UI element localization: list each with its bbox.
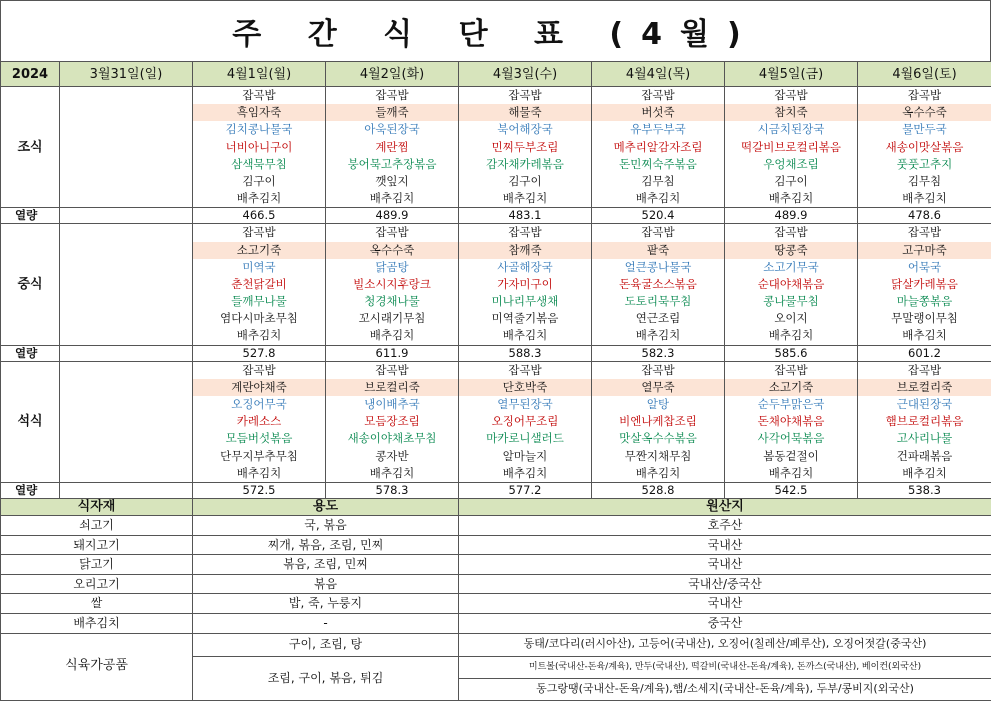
extra-dish-item: 미역줄기볶음	[491, 311, 559, 326]
ingredient-row	[1, 555, 991, 575]
soup-item: 물만두국	[902, 122, 947, 137]
meal-label: 조식	[1, 87, 60, 208]
main-dish-item: 춘천닭갈비	[231, 276, 287, 291]
calorie-value: 489.9	[326, 208, 459, 224]
ingredient-origin: 국내산	[459, 594, 991, 614]
year-cell: 2024	[1, 62, 60, 87]
kimchi-item: 배추김치	[902, 191, 947, 206]
menu-table	[0, 61, 991, 499]
ingredient-header: 식자재	[1, 498, 193, 515]
kimchi-item: 배추김치	[369, 465, 415, 480]
dinner-row	[1, 361, 991, 482]
soup-item: 근대된장국	[896, 397, 953, 411]
main-dish-item: 순대야채볶음	[757, 276, 825, 291]
calorie-value: 527.8	[193, 345, 326, 361]
menu-cell	[193, 87, 326, 208]
menu-cell	[326, 224, 459, 345]
menu-cell	[592, 224, 725, 345]
ingredient-header-row	[1, 498, 991, 515]
soup-item: 열무된장국	[497, 397, 553, 411]
extra-dish-item: 연근조림	[635, 311, 681, 326]
ingredient-use: 찌개, 볶음, 조림, 민찌	[193, 535, 459, 555]
porridge-item: 계란야채죽	[193, 379, 325, 396]
calorie-row	[1, 208, 991, 224]
empty-day-cell	[60, 208, 193, 224]
ingredient-origin: 호주산	[459, 515, 991, 535]
kimchi-item: 배추김치	[502, 328, 548, 343]
main-dish-item: 가자미구이	[497, 276, 553, 291]
ingredient-origin: 국내산	[459, 535, 991, 555]
empty-day-cell	[60, 361, 193, 482]
soup-item: 북어해장국	[497, 122, 553, 137]
side-dish-item: 돈민찌숙주볶음	[619, 156, 697, 171]
rice-item: 잡곡밥	[242, 362, 276, 377]
processed-origin: 동태/코다리(러시아산), 고등어(국내산), 오징어(칠레산/페루산), 오징어젓갈(중국산)	[459, 633, 991, 656]
side-dish-item: 콩나물무침	[763, 294, 819, 309]
kimchi-item: 배추김치	[502, 191, 548, 206]
calorie-value: 489.9	[725, 208, 858, 224]
ingredient-origin-table	[0, 498, 991, 701]
rice-item: 잡곡밥	[242, 225, 276, 240]
extra-dish-item: 건파래볶음	[896, 448, 953, 463]
soup-item: 소고기무국	[763, 259, 819, 274]
rice-item: 잡곡밥	[774, 362, 808, 377]
ingredient-origin: 중국산	[459, 613, 991, 633]
menu-cell	[326, 361, 459, 482]
day-header: 4월1일(월)	[193, 62, 326, 87]
rice-item: 잡곡밥	[907, 362, 942, 377]
kimchi-item: 배추김치	[768, 328, 814, 343]
porridge-item: 들깨죽	[326, 104, 458, 121]
side-dish-item: 새송이야채초무침	[347, 431, 437, 446]
menu-cell	[858, 224, 991, 345]
rice-item: 잡곡밥	[907, 225, 942, 240]
day-header: 4월3일(수)	[459, 62, 592, 87]
calorie-value: 585.6	[725, 345, 858, 361]
kimchi-item: 배추김치	[369, 328, 415, 343]
rice-item: 잡곡밥	[242, 88, 276, 102]
processed-origin: 동그랑땡(국내산-돈육/계육),햄/소세지(국내산-돈육/계육), 두부/콩비지(외국산)	[459, 678, 991, 700]
kimchi-item: 배추김치	[635, 465, 681, 480]
extra-dish-item: 김무침	[907, 173, 942, 188]
ingredient-use: 볶음	[193, 574, 459, 594]
porridge-item: 브로컬리죽	[858, 379, 991, 396]
porridge-item: 참치죽	[725, 104, 857, 121]
main-dish-item: 비엔나케찹조림	[619, 414, 697, 429]
rice-item: 잡곡밥	[641, 88, 675, 102]
ingredient-row	[1, 574, 991, 594]
rice-item: 잡곡밥	[641, 362, 675, 377]
main-dish-item: 너비아니구이	[225, 139, 293, 154]
day-header: 4월6일(토)	[858, 62, 991, 87]
extra-dish-item: 무짠지채무침	[624, 448, 692, 463]
calorie-value: 601.2	[858, 345, 991, 361]
kimchi-item: 배추김치	[369, 191, 415, 206]
extra-dish-item: 꼬시래기무침	[358, 311, 426, 326]
porridge-item: 소고기죽	[193, 242, 325, 259]
calorie-value: 572.5	[193, 482, 326, 498]
ingredient-use: 국, 볶음	[193, 515, 459, 535]
extra-dish-item: 김구이	[508, 173, 542, 188]
main-dish-item: 민찌두부조림	[491, 139, 559, 154]
porridge-item: 해물죽	[459, 104, 591, 121]
menu-cell	[193, 224, 326, 345]
lunch-row	[1, 224, 991, 345]
extra-dish-item: 김무침	[641, 173, 675, 188]
ingredient-row	[1, 535, 991, 555]
empty-day-cell	[60, 224, 193, 345]
soup-item: 순두부맑은국	[757, 397, 825, 411]
ingredient-name: 닭고기	[1, 555, 193, 575]
soup-item: 시금치된장국	[757, 122, 825, 137]
ingredient-name: 쇠고기	[1, 515, 193, 535]
side-dish-item: 붕어묵고추장볶음	[347, 156, 437, 171]
porridge-item: 참깨죽	[459, 242, 591, 259]
menu-cell	[459, 361, 592, 482]
side-dish-item: 들깨무나물	[231, 294, 287, 309]
main-dish-item: 닭살카레볶음	[891, 276, 958, 291]
rice-item: 잡곡밥	[508, 225, 542, 240]
ingredient-origin: 국내산/중국산	[459, 574, 991, 594]
calorie-value: 611.9	[326, 345, 459, 361]
ingredient-row	[1, 594, 991, 614]
side-dish-item: 미나리무생채	[491, 294, 559, 309]
main-dish-item: 돈육굴소스볶음	[619, 276, 697, 291]
breakfast-row	[1, 87, 991, 208]
side-dish-item: 도토리묵무침	[624, 294, 692, 309]
calorie-value: 483.1	[459, 208, 592, 224]
day-header: 4월2일(화)	[326, 62, 459, 87]
empty-day-cell	[60, 87, 193, 208]
menu-cell	[459, 87, 592, 208]
ingredient-name: 오리고기	[1, 574, 193, 594]
calorie-value: 528.8	[592, 482, 725, 498]
kimchi-item: 배추김치	[902, 328, 947, 343]
kimchi-item: 배추김치	[236, 328, 282, 343]
soup-item: 사골해장국	[497, 259, 553, 274]
day-header-row	[1, 62, 991, 87]
soup-item: 냉이배추국	[364, 397, 420, 411]
kimchi-item: 배추김치	[502, 465, 548, 480]
processed-row	[1, 633, 991, 656]
side-dish-item: 삼색묵무침	[231, 156, 287, 171]
calorie-value: 478.6	[858, 208, 991, 224]
main-dish-item: 햄브로컬리볶음	[885, 414, 964, 429]
day-header: 4월4일(목)	[592, 62, 725, 87]
menu-cell	[725, 361, 858, 482]
side-dish-item: 마늘쫑볶음	[896, 294, 953, 309]
side-dish-item: 마카로니샐러드	[486, 431, 564, 446]
rice-item: 잡곡밥	[774, 88, 808, 102]
ingredient-name: 배추김치	[1, 613, 193, 633]
rice-item: 잡곡밥	[375, 88, 409, 102]
kimchi-item: 배추김치	[902, 465, 947, 480]
processed-origin: 미트볼(국내산-돈육/계육), 만두(국내산), 떡갈비(국내산-돈육/계육), 돈까스(국내산), 베이컨(외국산)	[459, 656, 991, 678]
calorie-row	[1, 482, 991, 498]
side-dish-item: 모듬버섯볶음	[225, 431, 293, 446]
soup-item: 어묵국	[907, 259, 942, 274]
rice-item: 잡곡밥	[774, 225, 808, 240]
side-dish-item: 맛살옥수수볶음	[619, 431, 697, 446]
use-header: 용도	[193, 498, 459, 515]
extra-dish-item: 오이지	[774, 311, 808, 326]
empty-day-cell	[60, 482, 193, 498]
rice-item: 잡곡밥	[641, 225, 675, 240]
rice-item: 잡곡밥	[375, 362, 409, 377]
calorie-row	[1, 345, 991, 361]
soup-item: 알탕	[646, 397, 670, 411]
porridge-item: 팥죽	[592, 242, 724, 259]
porridge-item: 버섯죽	[592, 104, 724, 121]
rice-item: 잡곡밥	[508, 88, 542, 102]
kimchi-item: 배추김치	[768, 191, 814, 206]
ingredient-name: 쌀	[1, 594, 193, 614]
side-dish-item: 풋풋고추지	[896, 156, 953, 171]
extra-dish-item: 단무지부추무침	[220, 448, 298, 463]
empty-day-cell	[60, 345, 193, 361]
menu-cell	[592, 87, 725, 208]
menu-cell	[725, 224, 858, 345]
kimchi-item: 배추김치	[635, 328, 681, 343]
ingredient-use: 밥, 죽, 누룽지	[193, 594, 459, 614]
origin-header: 원산지	[459, 498, 991, 515]
main-dish-item: 오징어무조림	[491, 414, 559, 429]
porridge-item: 브로컬리죽	[326, 379, 458, 396]
calorie-value: 466.5	[193, 208, 326, 224]
extra-dish-item: 콩자반	[375, 448, 409, 463]
porridge-item: 땅콩죽	[725, 242, 857, 259]
calorie-label: 열량	[1, 482, 60, 498]
calorie-label: 열량	[1, 345, 60, 361]
ingredient-origin: 국내산	[459, 555, 991, 575]
calorie-value: 578.3	[326, 482, 459, 498]
ingredient-row	[1, 515, 991, 535]
extra-dish-item: 알마늘지	[502, 448, 548, 463]
porridge-item: 옥수수죽	[858, 104, 991, 121]
menu-cell	[193, 361, 326, 482]
extra-dish-item: 깻잎지	[375, 173, 409, 188]
main-dish-item: 떡갈비브로컬리볶음	[741, 139, 841, 154]
side-dish-item: 사각어묵볶음	[757, 431, 825, 446]
soup-item: 유부두부국	[630, 122, 686, 137]
ingredient-name: 돼지고기	[1, 535, 193, 555]
kimchi-item: 배추김치	[768, 465, 814, 480]
soup-item: 얼큰콩나물국	[624, 259, 692, 274]
kimchi-item: 배추김치	[635, 191, 681, 206]
menu-cell	[592, 361, 725, 482]
processed-use: 조림, 구이, 볶음, 튀김	[193, 656, 459, 700]
main-dish-item: 계란찜	[375, 139, 409, 154]
meal-label: 중식	[1, 224, 60, 345]
menu-cell	[459, 224, 592, 345]
main-dish-item: 돈채야채볶음	[757, 414, 825, 429]
menu-cell	[326, 87, 459, 208]
porridge-item: 고구마죽	[858, 242, 991, 259]
soup-item: 아욱된장국	[364, 122, 420, 137]
calorie-value: 542.5	[725, 482, 858, 498]
porridge-item: 단호박죽	[459, 379, 591, 396]
extra-dish-item: 염다시마초무침	[220, 311, 298, 326]
ingredient-use: 볶음, 조림, 민찌	[193, 555, 459, 575]
soup-item: 오징어무국	[231, 397, 287, 411]
ingredient-row	[1, 613, 991, 633]
processed-use: 구이, 조림, 탕	[193, 633, 459, 656]
porridge-item: 흑임자죽	[193, 104, 325, 121]
day-header: 3월31일(일)	[60, 62, 193, 87]
soup-item: 미역국	[242, 259, 276, 274]
rice-item: 잡곡밥	[508, 362, 542, 377]
soup-item: 김치콩나물국	[225, 122, 293, 137]
calorie-value: 577.2	[459, 482, 592, 498]
side-dish-item: 우엉채조림	[763, 156, 819, 171]
main-dish-item: 메추리알감자조림	[613, 139, 703, 154]
extra-dish-item: 김구이	[242, 173, 276, 188]
extra-dish-item: 봄동겉절이	[763, 448, 819, 463]
side-dish-item: 감자채카레볶음	[486, 156, 564, 171]
meal-label: 석식	[1, 361, 60, 482]
kimchi-item: 배추김치	[236, 191, 282, 206]
menu-cell	[858, 361, 991, 482]
ingredient-use: -	[193, 613, 459, 633]
menu-cell	[858, 87, 991, 208]
menu-cell	[725, 87, 858, 208]
day-header: 4월5일(금)	[725, 62, 858, 87]
extra-dish-item: 김구이	[774, 173, 808, 188]
main-dish-item: 새송이맛살볶음	[885, 139, 964, 154]
porridge-item: 옥수수죽	[326, 242, 458, 259]
rice-item: 잡곡밥	[375, 225, 409, 240]
main-dish-item: 빌소시지후랑크	[353, 276, 431, 291]
side-dish-item: 고사리나물	[896, 431, 953, 446]
main-dish-item: 카레소스	[236, 414, 282, 429]
rice-item: 잡곡밥	[907, 88, 942, 102]
calorie-value: 538.3	[858, 482, 991, 498]
extra-dish-item: 무말랭이무침	[891, 311, 958, 326]
calorie-value: 582.3	[592, 345, 725, 361]
side-dish-item: 청경채나물	[364, 294, 420, 309]
kimchi-item: 배추김치	[236, 465, 282, 480]
calorie-label: 열량	[1, 208, 60, 224]
calorie-value: 520.4	[592, 208, 725, 224]
page-title: 주 간 식 단 표 (4월)	[0, 0, 991, 61]
calorie-value: 588.3	[459, 345, 592, 361]
porridge-item: 열무죽	[592, 379, 724, 396]
soup-item: 닭곰탕	[375, 259, 409, 274]
main-dish-item: 모듬장조림	[364, 414, 420, 429]
processed-item-name: 식육가공품	[1, 633, 193, 700]
porridge-item: 소고기죽	[725, 379, 857, 396]
